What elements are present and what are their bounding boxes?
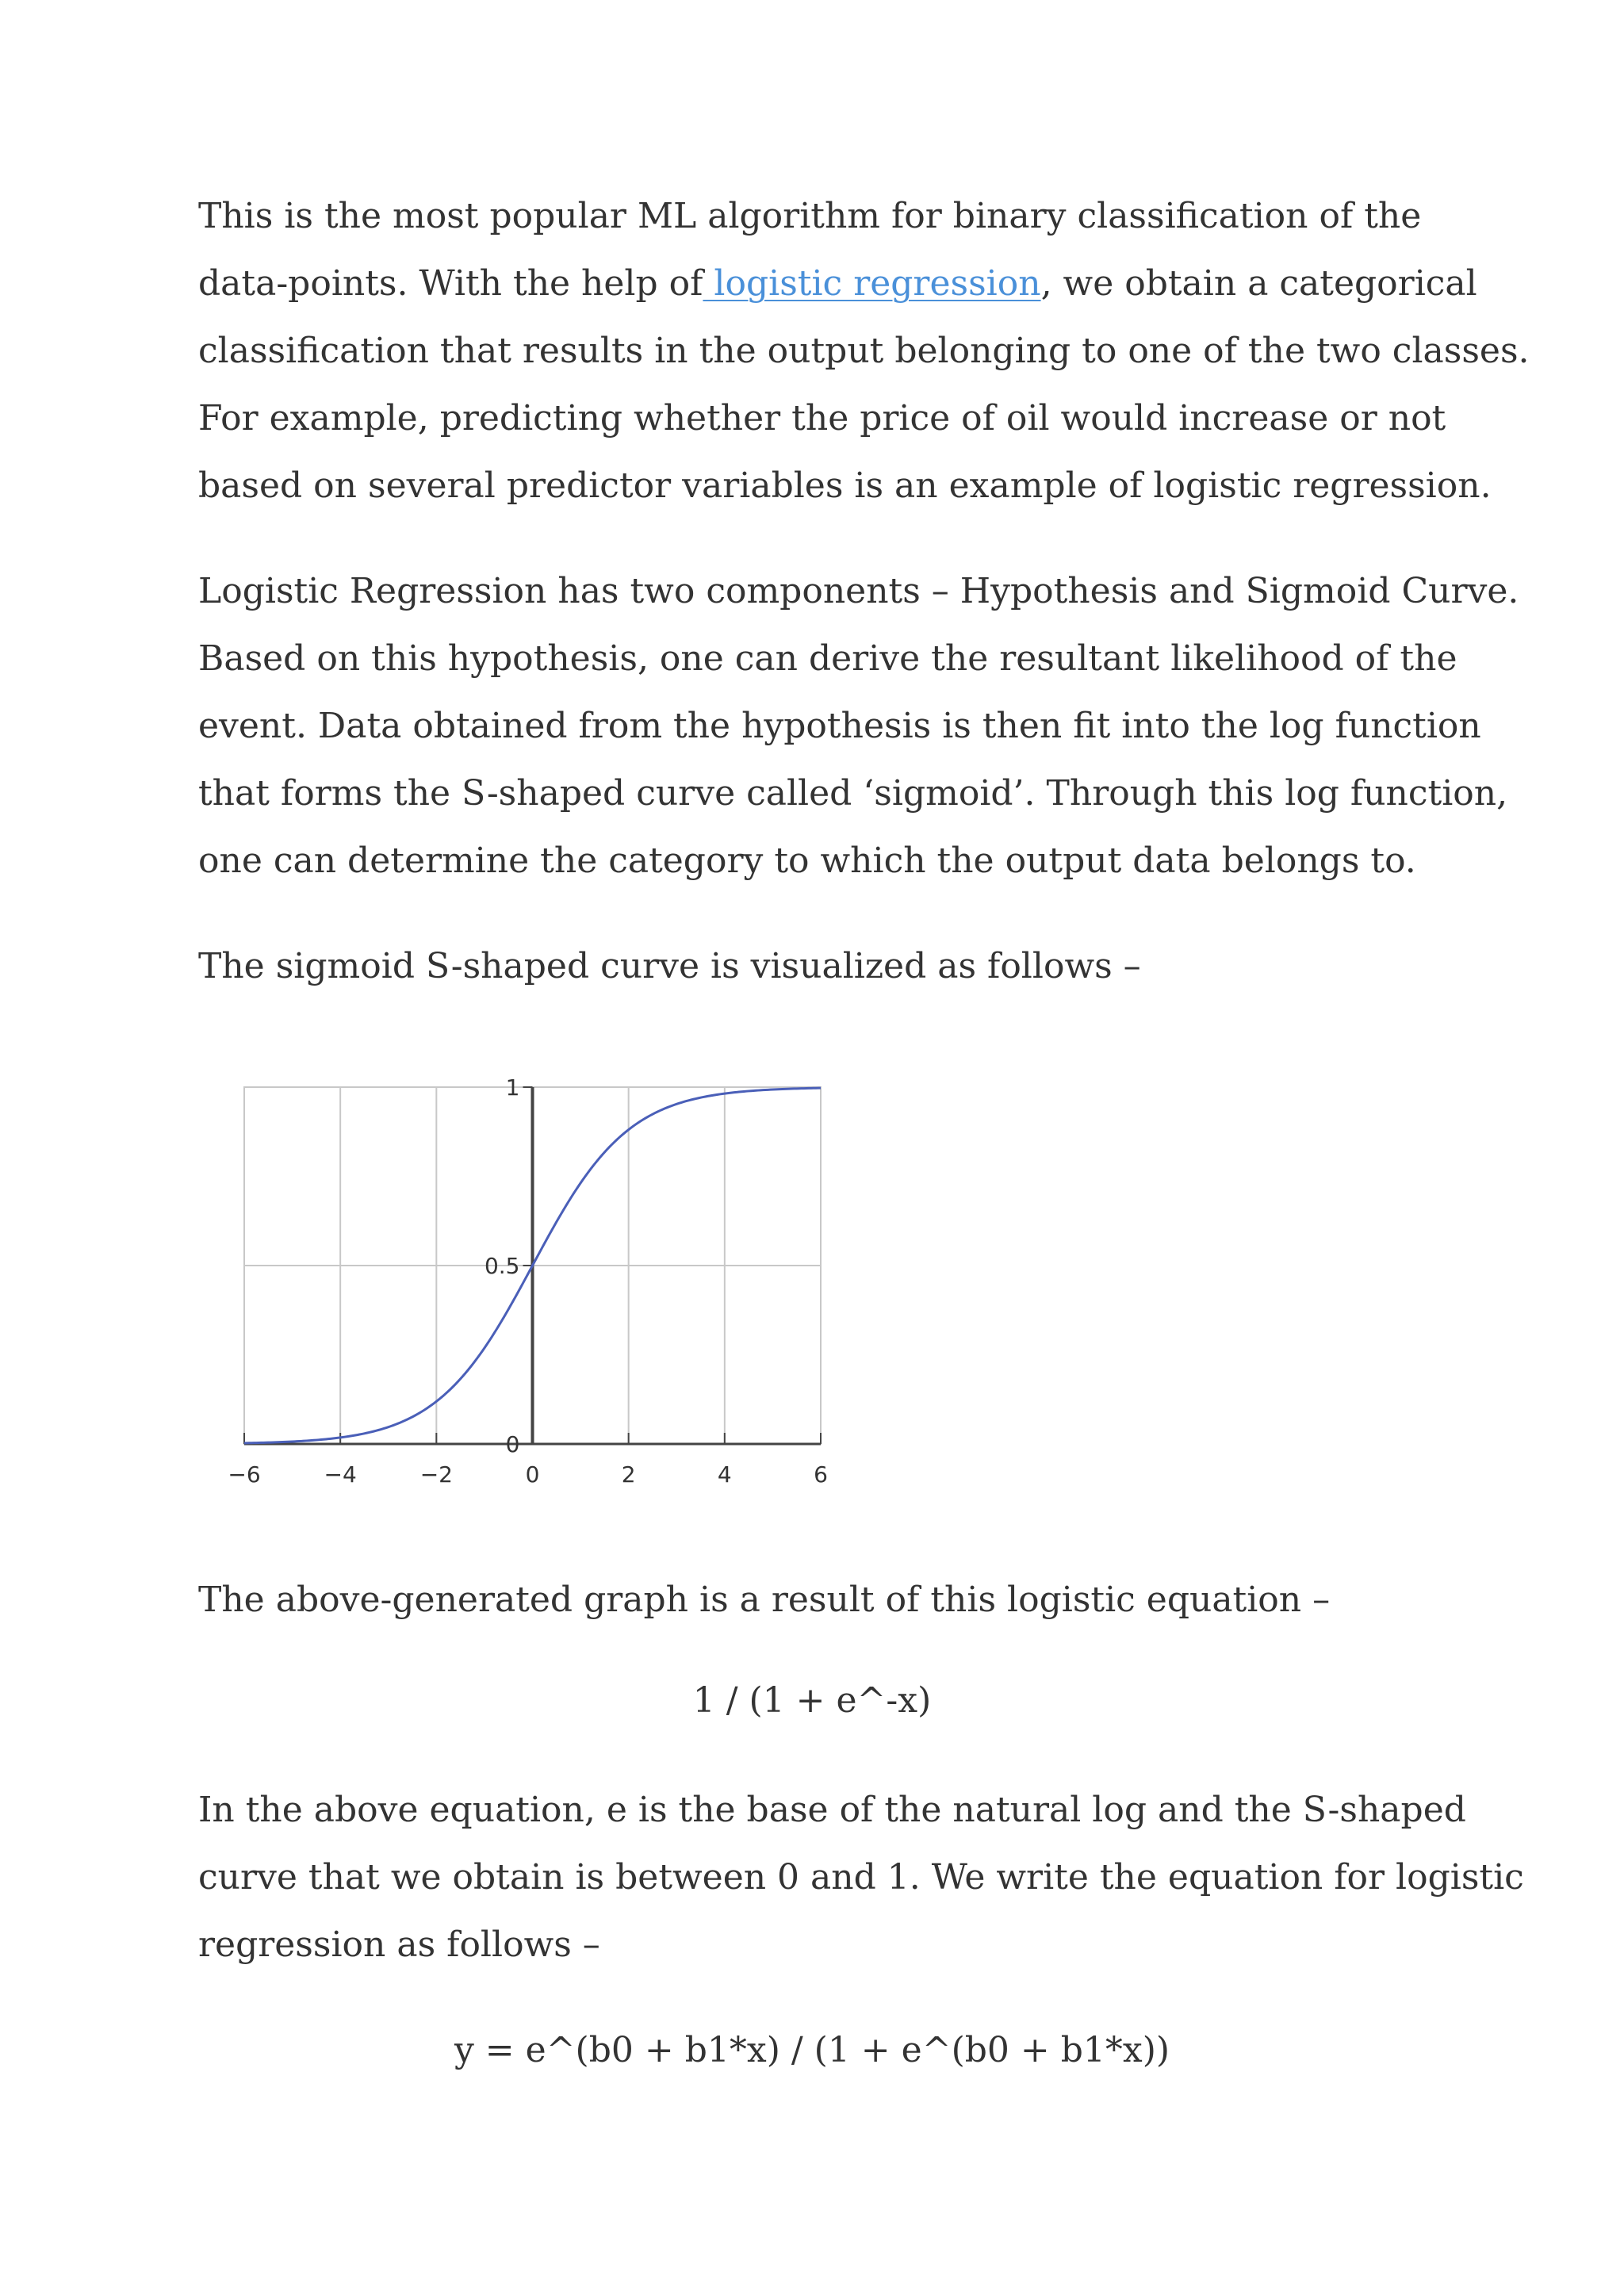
text-line: In the above equation, e is the base of the natural log and the S-shaped bbox=[198, 1790, 1466, 1830]
sigmoid-chart-svg bbox=[202, 1063, 852, 1491]
text-line: regression as follows – bbox=[198, 1924, 600, 1965]
text-line: that forms the S-shaped curve called ‘sigmoid’. Through this log function, bbox=[198, 773, 1508, 814]
paragraph-visualized bbox=[198, 933, 1435, 1000]
text-line: based on several predictor variables is an example of logistic regression. bbox=[198, 465, 1492, 506]
text-line bbox=[198, 250, 1477, 317]
text-line: This is the most popular ML algorithm for binary classification of the bbox=[198, 196, 1422, 236]
logistic-regression-equation: y = e^(b0 + b1*x) / (1 + e^(b0 + b1*x)) bbox=[454, 2030, 1170, 2070]
x-tick-label: 0 bbox=[525, 1461, 540, 1488]
x-tick-label: 6 bbox=[814, 1461, 828, 1488]
y-tick-label: 0.5 bbox=[484, 1253, 520, 1279]
sigmoid-equation: 1 / (1 + e^-x) bbox=[692, 1680, 932, 1721]
y-tick-label: 1 bbox=[505, 1074, 520, 1101]
x-tick-label: 2 bbox=[621, 1461, 636, 1488]
sigmoid-chart bbox=[202, 1063, 852, 1491]
text-line: Logistic Regression has two components – Hypothesis and Sigmoid Curve. bbox=[198, 571, 1519, 611]
text-line: one can determine the category to which the output data belongs to. bbox=[198, 841, 1416, 881]
x-tick-label: −6 bbox=[228, 1461, 261, 1488]
paragraph-components bbox=[198, 557, 1519, 894]
x-tick-label: −4 bbox=[324, 1461, 357, 1488]
y-tick-label: 0 bbox=[505, 1431, 520, 1457]
text-line: event. Data obtained from the hypothesis is then fit into the log function bbox=[198, 706, 1481, 746]
text-line: For example, predicting whether the price of oil would increase or not bbox=[198, 398, 1446, 439]
text-line: Based on this hypothesis, one can derive the resultant likelihood of the bbox=[198, 638, 1457, 679]
logistic-regression-link[interactable]: logistic regression bbox=[703, 263, 1041, 304]
text-line: The above-generated graph is a result of this logistic equation – bbox=[198, 1580, 1331, 1620]
x-tick-label: 4 bbox=[717, 1461, 732, 1488]
text-fragment: data-points. With the help of bbox=[198, 263, 703, 304]
text-line: The sigmoid S-shaped curve is visualized as follows – bbox=[198, 946, 1141, 986]
paragraph-intro bbox=[198, 182, 1530, 519]
x-tick-label: −2 bbox=[419, 1461, 453, 1488]
article-body bbox=[198, 182, 1530, 1038]
text-line: curve that we obtain is between 0 and 1. We write the equation for logistic bbox=[198, 1857, 1524, 1898]
text-fragment: , we obtain a categorical bbox=[1040, 263, 1477, 304]
text-line: classification that results in the output belonging to one of the two classes. bbox=[198, 331, 1530, 371]
